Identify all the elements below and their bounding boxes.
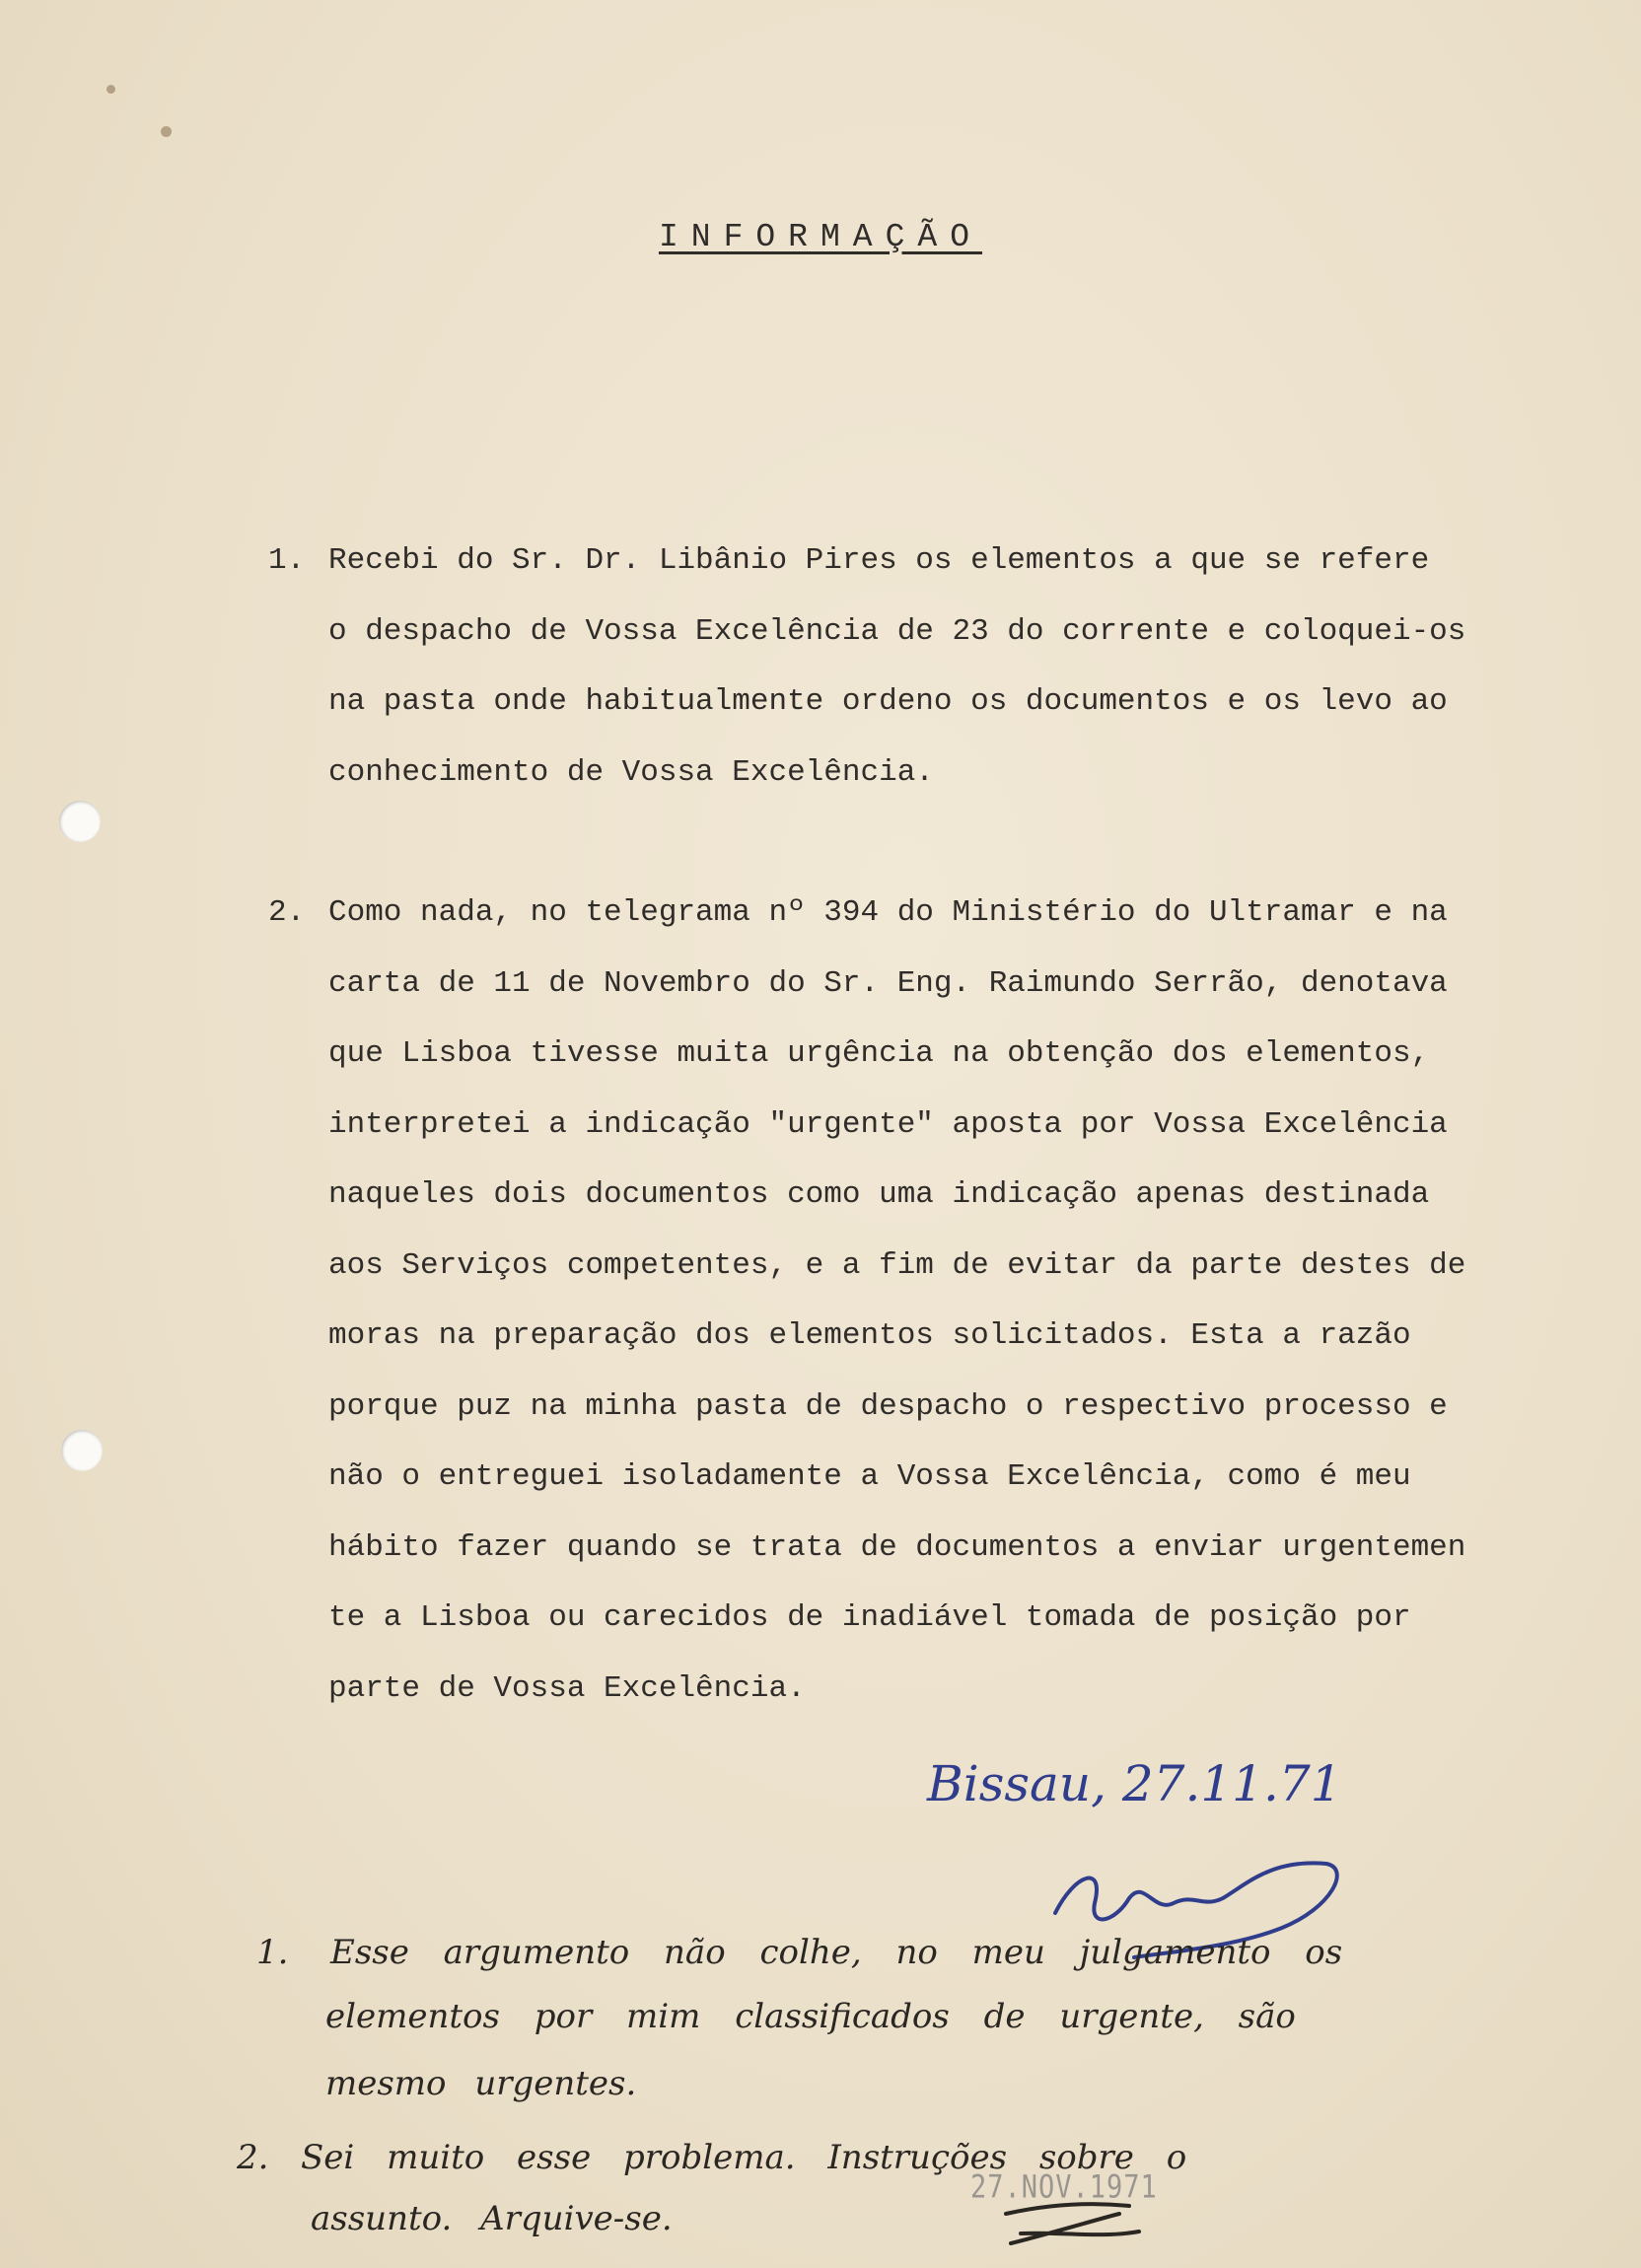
- signature-black: [991, 2184, 1149, 2263]
- place-date-handwritten: Bissau, 27.11.71: [927, 1755, 1342, 1812]
- paper-speck: [107, 85, 115, 94]
- paragraph-text: [328, 878, 1551, 1724]
- text-line: na pasta onde habitualmente ordeno os documentos e os levo ao: [328, 684, 1448, 719]
- paragraph-text: [328, 526, 1551, 808]
- text-line: hábito fazer quando se trata de documentos a enviar urgentemen: [328, 1529, 1466, 1565]
- note-2-line: Sei muito esse problema. Instruções sobre o: [301, 2138, 1187, 2177]
- text-line: naqueles dois documentos como uma indicação apenas destinada: [328, 1177, 1430, 1212]
- paragraph-number: 1.: [268, 543, 306, 578]
- paragraph-number: 2.: [268, 895, 306, 930]
- text-line: moras na preparação dos elementos solicitados. Esta a razão: [328, 1318, 1411, 1353]
- text-line: porque puz na minha pasta de despacho o respectivo processo e: [328, 1388, 1448, 1424]
- text-line: interpretei a indicação "urgente" aposta por Vossa Excelência: [328, 1106, 1448, 1142]
- note-1-number: 1.: [256, 1933, 289, 1972]
- punch-hole-top: [59, 801, 101, 842]
- text-line: o despacho de Vossa Excelência de 23 do corrente e coloquei-os: [328, 613, 1466, 649]
- note-2-number: 2.: [237, 2138, 269, 2177]
- received-date-stamp: 27.NOV.1971: [970, 2168, 1158, 2207]
- text-line: te a Lisboa ou carecidos de inadiável tomada de posição por: [328, 1600, 1411, 1635]
- text-line: carta de 11 de Novembro do Sr. Eng. Raimundo Serrão, denotava: [328, 965, 1448, 1001]
- punch-hole-bottom: [61, 1430, 103, 1471]
- paper-speck: [161, 126, 172, 137]
- note-1-line: elementos por mim classificados de urgente, são: [325, 1997, 1296, 2036]
- text-line: conhecimento de Vossa Excelência.: [328, 754, 934, 790]
- text-line: parte de Vossa Excelência.: [328, 1670, 806, 1706]
- text-line: Como nada, no telegrama nº 394 do Ministério do Ultramar e na: [328, 895, 1448, 930]
- note-1-line: mesmo urgentes.: [325, 2064, 637, 2103]
- text-line: aos Serviços competentes, e a fim de evitar da parte destes de: [328, 1247, 1466, 1283]
- text-line: não o entreguei isoladamente a Vossa Excelência, como é meu: [328, 1459, 1411, 1494]
- note-1-line: Esse argumento não colhe, no meu julgamento os: [330, 1933, 1343, 1972]
- text-line: Recebi do Sr. Dr. Libânio Pires os elementos a que se refere: [328, 543, 1430, 578]
- note-2-line: assunto. Arquive-se.: [311, 2199, 673, 2238]
- text-line: que Lisboa tivesse muita urgência na obtenção dos elementos,: [328, 1036, 1430, 1071]
- document-title: INFORMAÇÃO: [658, 219, 983, 255]
